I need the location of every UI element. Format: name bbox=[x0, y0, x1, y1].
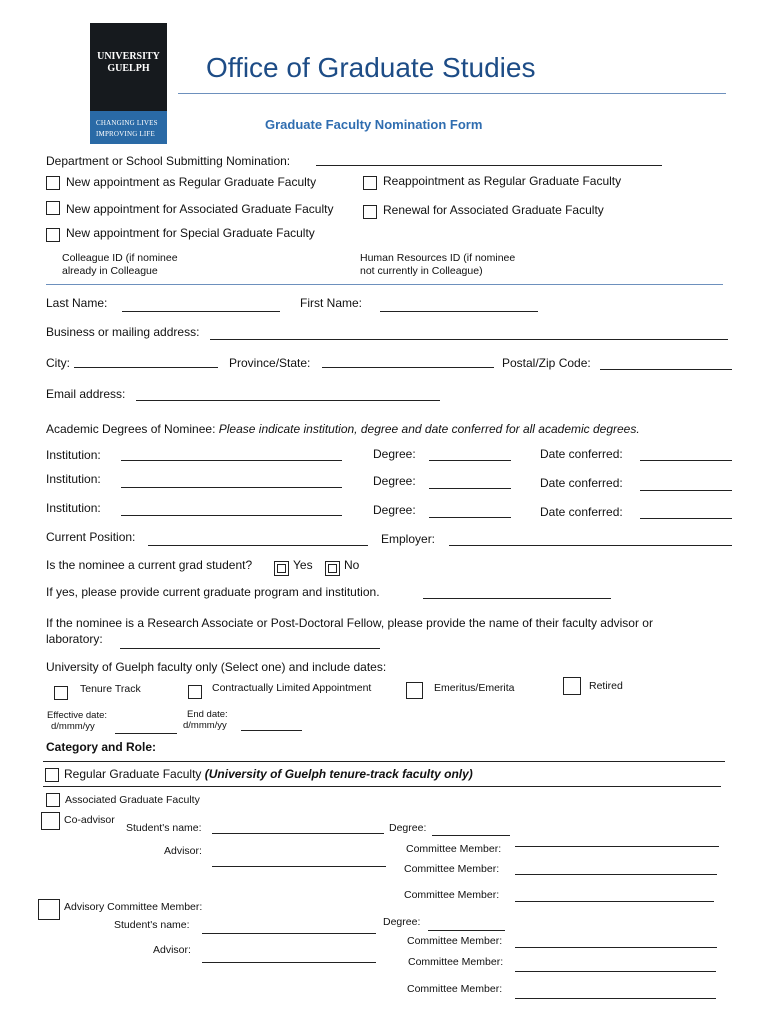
reappointment-checkbox[interactable] bbox=[363, 176, 377, 190]
advisory-advisor-label: Advisor: bbox=[153, 944, 191, 956]
tenure-checkbox[interactable] bbox=[54, 686, 68, 700]
last-name-field[interactable] bbox=[122, 311, 280, 312]
province-label: Province/State: bbox=[229, 356, 311, 370]
advisory-member-checkbox[interactable] bbox=[38, 899, 60, 920]
coadvisor-degree-field[interactable] bbox=[432, 835, 510, 836]
advisory-advisor-field[interactable] bbox=[202, 962, 376, 963]
postal-field[interactable] bbox=[600, 369, 732, 370]
degrees-heading bbox=[46, 422, 640, 436]
date-conferred-label-2: Date conferred: bbox=[540, 476, 623, 490]
postal-label: Postal/Zip Code: bbox=[502, 356, 591, 370]
new-associated-label: New appointment for Associated Graduate Faculty bbox=[66, 202, 334, 216]
employer-field[interactable] bbox=[449, 545, 732, 546]
degree-field-3[interactable] bbox=[429, 517, 511, 518]
degrees-instruction: Please indicate institution, degree and date conferred for all academic degrees. bbox=[218, 422, 640, 436]
category-heading: Category and Role: bbox=[46, 740, 157, 754]
faculty-heading: University of Guelph faculty only (Select one) and include dates: bbox=[46, 660, 387, 674]
coadvisor-label: Co-advisor bbox=[64, 814, 115, 826]
institution-label-1: Institution: bbox=[46, 448, 101, 462]
degree-field-1[interactable] bbox=[429, 460, 511, 461]
effective-date-field[interactable] bbox=[115, 733, 177, 734]
logo-name-line1: UNIVERSITY bbox=[97, 51, 160, 62]
advisory-committee-field-2[interactable] bbox=[515, 971, 716, 972]
regular-faculty-label bbox=[64, 767, 473, 781]
retired-label: Retired bbox=[589, 680, 623, 692]
program-question: If yes, please provide current graduate program and institution. bbox=[46, 585, 380, 599]
university-logo bbox=[90, 23, 167, 144]
advisory-committee-label-3: Committee Member: bbox=[407, 983, 503, 995]
dept-field[interactable] bbox=[316, 165, 662, 166]
coadvisor-degree-label: Degree: bbox=[389, 822, 427, 834]
hr-id-line1: Human Resources ID (if nominee bbox=[360, 252, 516, 264]
degrees-heading-label: Academic Degrees of Nominee: bbox=[46, 422, 216, 436]
date-conferred-field-2[interactable] bbox=[640, 490, 732, 491]
coadvisor-student-field[interactable] bbox=[212, 833, 384, 834]
emeritus-checkbox[interactable] bbox=[406, 682, 423, 699]
advisory-student-label: Student's name: bbox=[114, 919, 190, 931]
grad-no-label: No bbox=[344, 558, 360, 572]
research-question-line1: If the nominee is a Research Associate or Post-Doctoral Fellow, please provide the name of their faculty advisor or bbox=[46, 616, 653, 630]
new-special-label: New appointment for Special Graduate Faculty bbox=[66, 226, 315, 240]
category-rule-top bbox=[43, 761, 725, 762]
associated-faculty-label: Associated Graduate Faculty bbox=[65, 794, 200, 806]
effective-date-line2: d/mmm/yy bbox=[51, 721, 95, 732]
coadvisor-committee-field-1[interactable] bbox=[515, 846, 719, 847]
degree-field-2[interactable] bbox=[429, 488, 511, 489]
new-associated-checkbox[interactable] bbox=[46, 201, 60, 215]
date-conferred-label-1: Date conferred: bbox=[540, 447, 623, 461]
reappointment-label: Reappointment as Regular Graduate Faculty bbox=[383, 174, 622, 188]
regular-faculty-checkbox[interactable] bbox=[45, 768, 59, 782]
degree-label-3: Degree: bbox=[373, 503, 416, 517]
advisory-committee-field-1[interactable] bbox=[515, 947, 717, 948]
coadvisor-student-label: Student's name: bbox=[126, 822, 202, 834]
header-divider bbox=[178, 93, 726, 94]
last-name-label: Last Name: bbox=[46, 296, 108, 310]
first-name-field[interactable] bbox=[380, 311, 538, 312]
research-field[interactable] bbox=[120, 648, 380, 649]
coadvisor-committee-label-3: Committee Member: bbox=[404, 889, 500, 901]
current-position-field[interactable] bbox=[148, 545, 368, 546]
first-name-label: First Name: bbox=[300, 296, 363, 310]
employer-label: Employer: bbox=[381, 532, 436, 546]
colleague-id-line2: already in Colleague bbox=[62, 265, 158, 277]
new-regular-checkbox[interactable] bbox=[46, 176, 60, 190]
page-title: Office of Graduate Studies bbox=[206, 52, 536, 83]
research-question-line2: laboratory: bbox=[46, 632, 103, 646]
advisory-degree-field[interactable] bbox=[428, 930, 505, 931]
hr-id-label bbox=[360, 252, 515, 278]
category-rule-bottom bbox=[43, 786, 721, 787]
province-field[interactable] bbox=[322, 367, 494, 368]
grad-yes-checkbox[interactable] bbox=[274, 561, 289, 576]
renewal-associated-label: Renewal for Associated Graduate Faculty bbox=[383, 203, 604, 217]
coadvisor-committee-label-2: Committee Member: bbox=[404, 863, 500, 875]
grad-student-question: Is the nominee a current grad student? bbox=[46, 558, 253, 572]
advisory-student-field[interactable] bbox=[202, 933, 376, 934]
end-date-line1: End date: bbox=[187, 709, 228, 720]
institution-field-2[interactable] bbox=[121, 487, 342, 488]
coadvisor-checkbox[interactable] bbox=[41, 812, 60, 830]
degree-label-2: Degree: bbox=[373, 474, 416, 488]
logo-tagline-2: IMPROVING LIFE bbox=[96, 130, 155, 138]
renewal-associated-checkbox[interactable] bbox=[363, 205, 377, 219]
end-date-label bbox=[183, 709, 228, 731]
grad-no-checkbox[interactable] bbox=[325, 561, 340, 576]
email-field[interactable] bbox=[136, 400, 440, 401]
end-date-field[interactable] bbox=[241, 730, 302, 731]
regular-faculty-note: (University of Guelph tenure-track faculty only) bbox=[204, 767, 473, 781]
logo-name-line2: GUELPH bbox=[107, 63, 150, 74]
new-special-checkbox[interactable] bbox=[46, 228, 60, 242]
advisory-committee-label-1: Committee Member: bbox=[407, 935, 503, 947]
degree-label-1: Degree: bbox=[373, 447, 416, 461]
coadvisor-committee-field-2[interactable] bbox=[515, 874, 717, 875]
hr-id-line2: not currently in Colleague) bbox=[360, 265, 483, 277]
form-subtitle: Graduate Faculty Nomination Form bbox=[265, 117, 483, 132]
associated-faculty-checkbox[interactable] bbox=[46, 793, 60, 807]
colleague-id-line1: Colleague ID (if nominee bbox=[62, 252, 178, 264]
institution-field-3[interactable] bbox=[121, 515, 342, 516]
tenure-label: Tenure Track bbox=[80, 683, 141, 695]
city-field[interactable] bbox=[74, 367, 218, 368]
date-conferred-label-3: Date conferred: bbox=[540, 505, 623, 519]
institution-field-1[interactable] bbox=[121, 460, 342, 461]
program-field[interactable] bbox=[423, 598, 611, 599]
new-regular-label: New appointment as Regular Graduate Faculty bbox=[66, 175, 317, 189]
institution-label-2: Institution: bbox=[46, 472, 101, 486]
email-label: Email address: bbox=[46, 387, 126, 401]
grad-yes-label: Yes bbox=[293, 558, 313, 572]
address-label: Business or mailing address: bbox=[46, 325, 200, 339]
date-conferred-field-3[interactable] bbox=[640, 518, 732, 519]
effective-date-label bbox=[47, 710, 107, 732]
advisory-committee-label-2: Committee Member: bbox=[408, 956, 504, 968]
retired-checkbox[interactable] bbox=[563, 677, 581, 695]
contract-checkbox[interactable] bbox=[188, 685, 202, 699]
section-divider bbox=[46, 284, 723, 285]
current-position-label: Current Position: bbox=[46, 530, 136, 544]
end-date-line2: d/mmm/yy bbox=[183, 720, 227, 731]
address-field[interactable] bbox=[210, 339, 728, 340]
effective-date-line1: Effective date: bbox=[47, 710, 108, 721]
contract-label: Contractually Limited Appointment bbox=[212, 682, 372, 694]
coadvisor-committee-label-1: Committee Member: bbox=[406, 843, 502, 855]
emeritus-label: Emeritus/Emerita bbox=[434, 682, 515, 694]
coadvisor-advisor-label: Advisor: bbox=[164, 845, 202, 857]
regular-faculty-text: Regular Graduate Faculty bbox=[64, 767, 202, 781]
dept-label: Department or School Submitting Nomination: bbox=[46, 154, 291, 168]
coadvisor-advisor-field[interactable] bbox=[212, 866, 386, 867]
coadvisor-committee-field-3[interactable] bbox=[515, 901, 714, 902]
date-conferred-field-1[interactable] bbox=[640, 460, 732, 461]
city-label: City: bbox=[46, 356, 70, 370]
advisory-member-label: Advisory Committee Member: bbox=[64, 901, 203, 913]
logo-tagline-1: CHANGING LIVES bbox=[96, 119, 158, 127]
institution-label-3: Institution: bbox=[46, 501, 101, 515]
colleague-id-label bbox=[62, 252, 178, 278]
advisory-degree-label: Degree: bbox=[383, 916, 421, 928]
advisory-committee-field-3[interactable] bbox=[515, 998, 716, 999]
